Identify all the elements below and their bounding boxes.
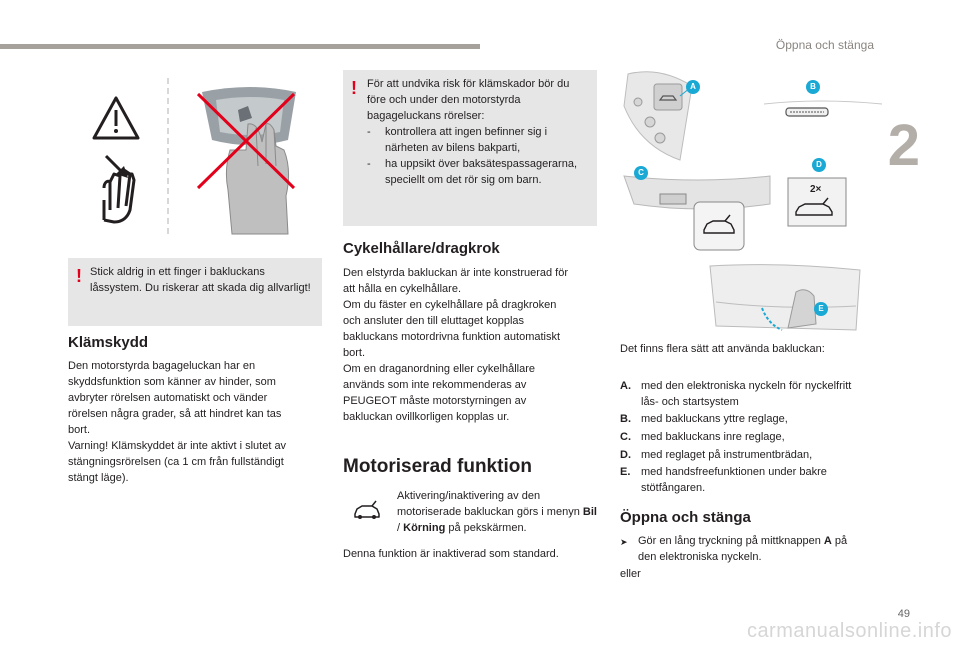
text-line: och ansluter den till eluttaget kopplas — [343, 315, 525, 327]
text-line: Den motorstyrda bagageluckan har en — [68, 360, 256, 372]
header-section-title: Öppna och stänga — [775, 38, 874, 52]
step-text: Gör en lång tryckning på mittknappen — [638, 535, 824, 547]
motor-note-text: Aktivering/inaktivering av den motoriserade bakluckan görs i menyn — [397, 490, 580, 518]
section-title-cykelhallare: Cykelhållare/dragkrok — [343, 240, 500, 257]
tailgate-button-zoom — [694, 202, 744, 250]
section-title-klamskydd: Klämskydd — [68, 334, 149, 351]
text-line: bort. — [68, 424, 91, 436]
callout-c: C — [634, 166, 648, 180]
text-line: Om du fäster en cykelhållare på dragkroken — [343, 299, 557, 311]
warning-dash: - — [367, 126, 371, 138]
menu-separator: / — [397, 522, 404, 534]
page-number: 49 — [897, 608, 910, 620]
child-safety-warning-box — [343, 70, 597, 226]
list-label: D. — [620, 449, 631, 461]
menu-korning: Körning — [403, 522, 446, 534]
or-text: eller — [620, 568, 641, 580]
list-text: stötfångaren. — [641, 482, 706, 494]
callout-e: E — [814, 302, 828, 316]
list-label: C. — [620, 431, 631, 443]
text-line: skyddsfunktion som känner av hinder, som — [68, 376, 276, 388]
list-label: B. — [620, 413, 631, 425]
callout-a: A — [686, 80, 700, 94]
list-text: lås- och startsystem — [641, 396, 739, 408]
child-safety-warning-item-1: kontrollera att ingen befinner sig i närheten av bilens bakparti, — [385, 126, 548, 154]
text-line: bakluckan ovillkorligen kopplas ur. — [343, 411, 510, 423]
text-line: bort. — [343, 347, 366, 359]
step-text-end: på — [831, 535, 848, 547]
exterior-tailgate-handle-illustration — [764, 101, 882, 116]
motor-menu-note — [397, 488, 602, 536]
motor-note-text-end: på pekskärmen. — [445, 522, 527, 534]
ways-item-a — [620, 378, 890, 410]
list-text: med bakluckans yttre reglage, — [641, 413, 788, 425]
text-line: Varning! Klämskyddet är inte aktivt i slutet av — [68, 440, 287, 452]
text-line: stängt läge). — [68, 472, 129, 484]
step-arrow-icon: ➤ — [620, 537, 628, 547]
warning-exclamation-icon: ! — [76, 266, 82, 286]
watermark: carmanualsonline.info — [746, 620, 952, 642]
ways-item-e — [620, 464, 890, 496]
open-step-line2: den elektroniska nyckeln. — [638, 551, 762, 563]
list-label: A. — [620, 380, 631, 392]
list-text: med reglaget på instrumentbrädan, — [641, 449, 813, 461]
text-line: rörelsen några grader, så att hindret kan tas — [68, 408, 282, 420]
list-text: med bakluckans inre reglage, — [641, 431, 785, 443]
ways-item-b — [620, 411, 890, 427]
text-line: Den elstyrda bakluckan är inte konstruerad för — [343, 267, 569, 279]
klamskydd-body — [68, 358, 328, 486]
pinch-warning-box — [68, 258, 322, 326]
warning-dash: - — [367, 158, 371, 170]
cykelhallare-body — [343, 265, 603, 425]
warning-exclamation-icon: ! — [351, 78, 357, 98]
text-line: används som inte rekommenderas av — [343, 379, 527, 391]
warning-triangle-icon — [94, 98, 138, 138]
ways-item-d — [620, 447, 890, 463]
list-text: med den elektroniska nyckeln för nyckelfritt — [641, 380, 852, 392]
section-title-oppna-stanga: Öppna och stänga — [620, 509, 751, 526]
ways-intro: Det finns flera sätt att använda bakluckan: — [620, 343, 825, 355]
step-button-ref: A — [823, 535, 832, 547]
section-title-motoriserad: Motoriserad funktion — [343, 456, 532, 477]
text-line: avbryter rörelsen automatiskt och vänder — [68, 392, 268, 404]
rear-bumper-foot-illustration — [710, 265, 860, 330]
list-text: med handsfreefunktionen under bakre — [641, 466, 827, 478]
child-safety-warning-item-2: ha uppsikt över baksätespassagerarna, speciellt om det rör sig om barn. — [385, 158, 578, 186]
key-fob-illustration — [624, 72, 692, 160]
open-step-line1 — [638, 533, 847, 549]
menu-bil: Bil — [582, 506, 597, 518]
text-line: stängningsrörelsen (ca 1 cm från fullständigt — [68, 456, 284, 468]
text-line: att hålla en cykelhållare. — [343, 283, 462, 295]
tailgate-lock-photo — [202, 87, 296, 234]
text-line: PEUGEOT måste motorstyrningen av — [343, 395, 527, 407]
text-line: bakluckans motordrivna funktion automatiskt — [343, 331, 561, 343]
callout-b: B — [806, 80, 820, 94]
pinch-warning-text: Stick aldrig in ett finger i bakluckans låssystem. Du riskerar att skada dig allvarligt! — [90, 266, 311, 294]
hand-icon — [104, 156, 134, 222]
child-safety-warning-intro: För att undvika risk för klämskador bör du före och under den motorstyrda bagageluckans rörelser: — [367, 78, 570, 122]
x2-press-label: 2× — [810, 184, 822, 195]
chapter-number: 2 — [887, 113, 920, 178]
ways-item-c — [620, 429, 890, 445]
callout-d: D — [812, 158, 826, 172]
text-line: Om en draganordning eller cykelhållare — [343, 363, 535, 375]
tailgate-controls-illustration — [620, 66, 890, 338]
pinch-warning-illustration — [80, 70, 320, 240]
header-bar — [0, 44, 480, 49]
list-label: E. — [620, 466, 631, 478]
car-tailgate-icon — [352, 500, 382, 522]
motor-default-note: Denna funktion är inaktiverad som standard. — [343, 548, 559, 560]
